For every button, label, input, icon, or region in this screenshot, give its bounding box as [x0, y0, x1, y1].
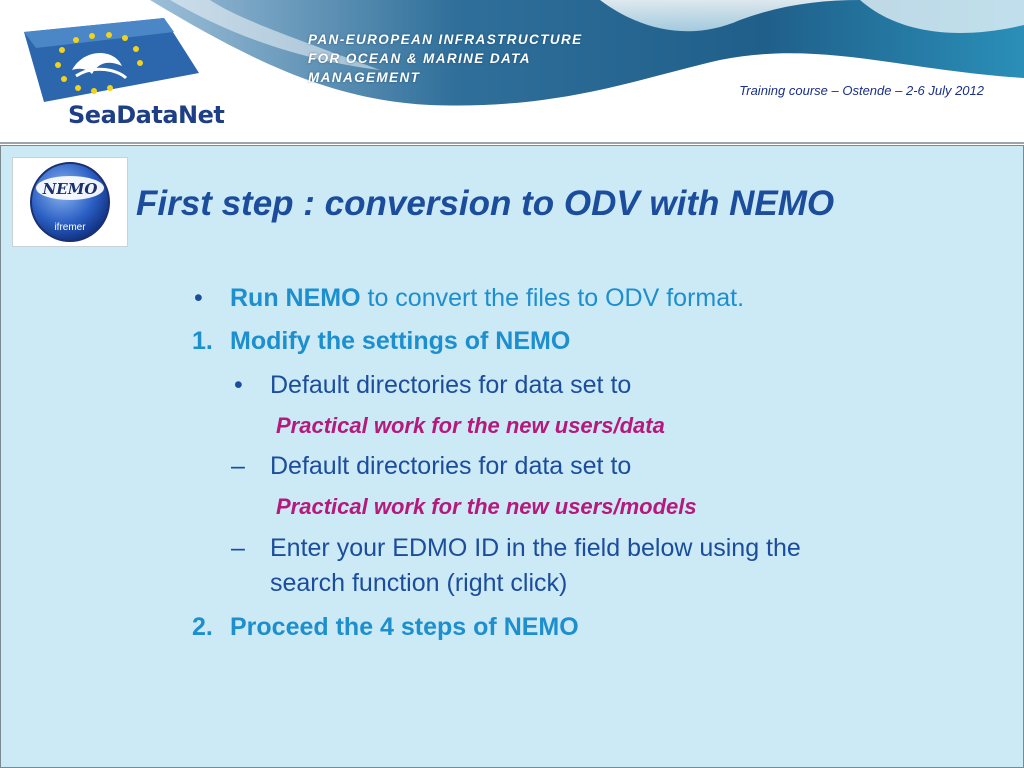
- nemo-logo-title: NEMO: [42, 180, 98, 198]
- brand-name: SeaDataNet: [68, 101, 225, 129]
- dash-marker: –: [231, 534, 245, 562]
- numbered-marker-2: 2.: [192, 613, 213, 641]
- tagline-line-1: PAN-EUROPEAN INFRASTRUCTURE: [308, 32, 583, 47]
- numbered-marker-1: 1.: [192, 327, 213, 355]
- course-info: Training course – Ostende – 2-6 July 2012: [739, 83, 984, 98]
- bullet-marker: •: [194, 284, 203, 312]
- slide-title: First step : conversion to ODV with NEMO: [136, 184, 835, 223]
- list-item-edmo-id-line-1: Enter your EDMO ID in the field below using the: [270, 534, 801, 562]
- list-item-edmo-id-line-2: search function (right click): [270, 569, 568, 597]
- dash-marker: –: [231, 452, 245, 480]
- nemo-globe-icon: [13, 158, 127, 246]
- highlight-data-path: Practical work for the new users/data: [276, 413, 665, 438]
- slide-content: [0, 145, 1024, 768]
- run-nemo-label: Run NEMO: [230, 284, 361, 312]
- sub-bullet-marker: •: [234, 371, 243, 399]
- slide-header: [0, 0, 1024, 145]
- run-nemo-text: to convert the files to ODV format.: [360, 284, 745, 312]
- nemo-logo: [12, 157, 128, 247]
- list-item-default-dirs-2: Default directories for data set to: [270, 452, 632, 480]
- list-item-run-nemo: [230, 284, 744, 313]
- list-item-proceed-steps: Proceed the 4 steps of NEMO: [230, 613, 579, 641]
- nemo-logo-subtitle: ifremer: [54, 222, 86, 233]
- tagline-line-2: FOR OCEAN & MARINE DATA: [308, 51, 531, 66]
- tagline-line-3: MANAGEMENT: [308, 70, 421, 85]
- list-item-modify-settings: Modify the settings of NEMO: [230, 327, 571, 355]
- highlight-models-path: Practical work for the new users/models: [276, 494, 697, 519]
- list-item-default-dirs-1: Default directories for data set to: [270, 371, 632, 399]
- tagline: [308, 30, 628, 87]
